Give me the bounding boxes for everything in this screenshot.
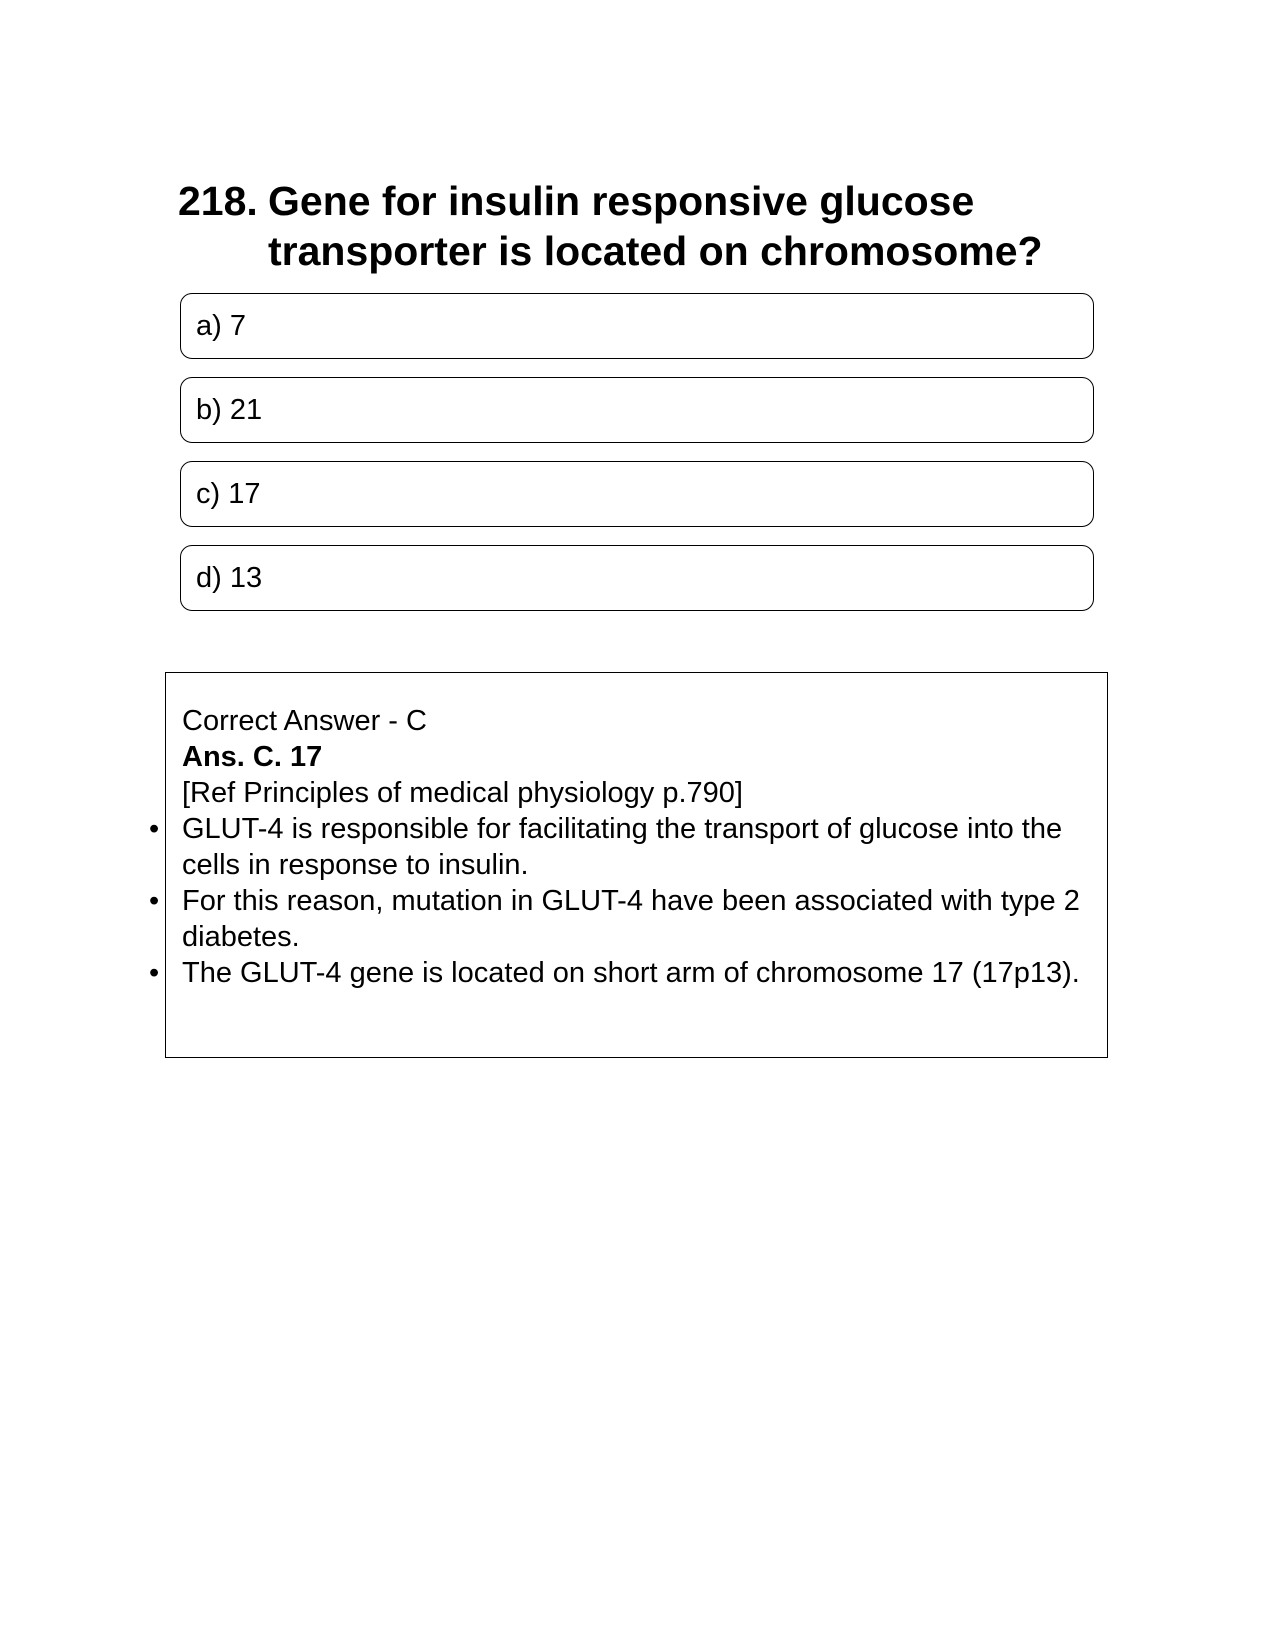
question-heading bbox=[178, 176, 1098, 276]
bullet-icon: • bbox=[149, 957, 160, 989]
option-d[interactable]: d) 13 bbox=[180, 545, 1094, 611]
question-number: 218. bbox=[178, 178, 258, 224]
explanation-list bbox=[149, 811, 1093, 991]
option-a[interactable]: a) 7 bbox=[180, 293, 1094, 359]
list-item-text: For this reason, mutation in GLUT-4 have been associated with type 2 diabetes. bbox=[182, 885, 1080, 953]
question-text: Gene for insulin responsive glucose transporter is located on chromosome? bbox=[268, 178, 1043, 274]
answer-summary: Ans. C. 17 bbox=[182, 741, 323, 773]
list-item-text: GLUT-4 is responsible for facilitating the transport of glucose into the cells in response to insulin. bbox=[182, 813, 1063, 881]
list-item bbox=[149, 811, 1093, 883]
option-c[interactable]: c) 17 bbox=[180, 461, 1094, 527]
bullet-icon: • bbox=[149, 885, 160, 917]
answer-explanation-box bbox=[149, 672, 1108, 1058]
bullet-icon: • bbox=[149, 813, 160, 845]
option-b[interactable]: b) 21 bbox=[180, 377, 1094, 443]
list-item bbox=[149, 955, 1093, 991]
reference-line: [Ref Principles of medical physiology p.790] bbox=[182, 777, 743, 809]
correct-answer-line: Correct Answer - C bbox=[182, 705, 427, 737]
list-item-text: The GLUT-4 gene is located on short arm of chromosome 17 (17p13). bbox=[182, 957, 1080, 989]
list-item bbox=[149, 883, 1093, 955]
